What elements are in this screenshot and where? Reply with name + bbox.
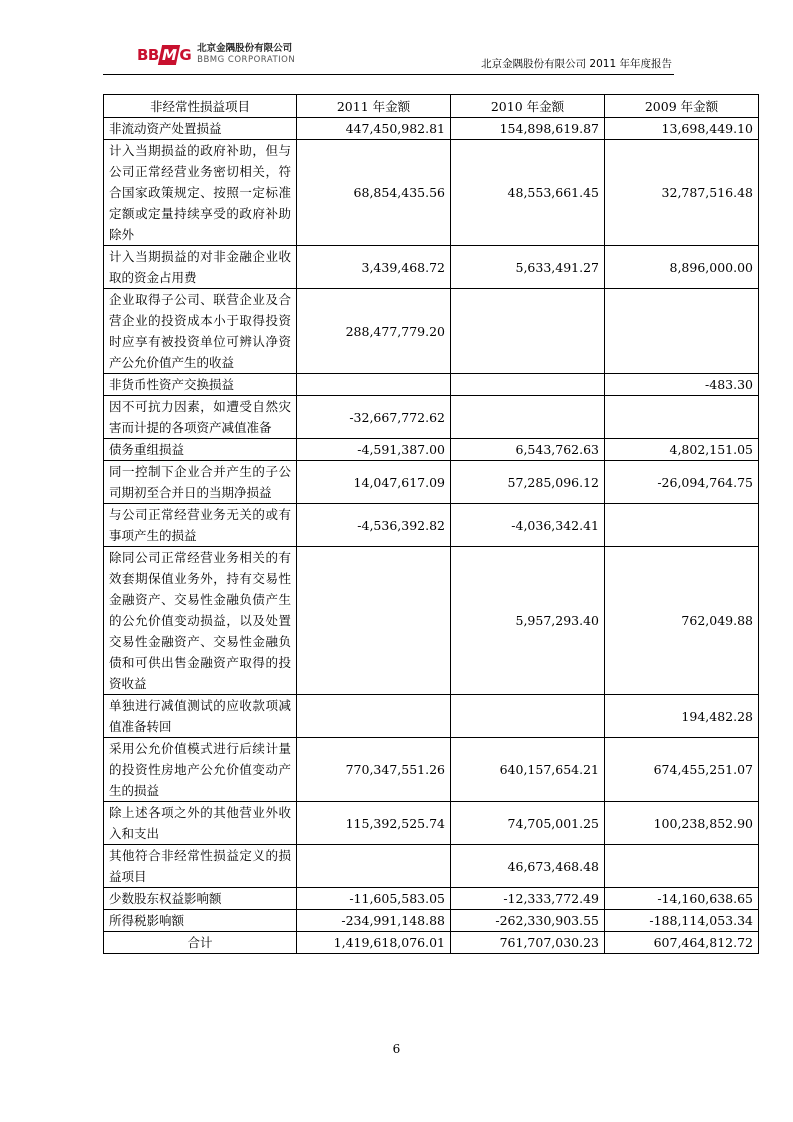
amount-2009-cell: 13,698,449.10 (605, 118, 759, 140)
amount-2009-cell: 194,482.28 (605, 695, 759, 738)
item-name-cell: 少数股东权益影响额 (104, 888, 297, 910)
amount-2009-cell: -26,094,764.75 (605, 461, 759, 504)
table-row (104, 439, 759, 461)
amount-2011-cell: -11,605,583.05 (297, 888, 451, 910)
amount-2011-cell: 68,854,435.56 (297, 140, 451, 246)
table-row (104, 374, 759, 396)
table-row (104, 888, 759, 910)
amount-2010-cell: 5,957,293.40 (451, 547, 605, 695)
table-row (104, 802, 759, 845)
amount-2011-cell: 14,047,617.09 (297, 461, 451, 504)
amount-2011-cell: 288,477,779.20 (297, 289, 451, 374)
item-name-cell: 除上述各项之外的其他营业外收入和支出 (104, 802, 297, 845)
amount-2009-cell (605, 845, 759, 888)
amount-2010-cell (451, 396, 605, 439)
amount-2011-cell: 447,450,982.81 (297, 118, 451, 140)
item-name-cell: 与公司正常经营业务无关的或有事项产生的损益 (104, 504, 297, 547)
table-row (104, 140, 759, 246)
amount-2011-cell (297, 547, 451, 695)
table-row (104, 289, 759, 374)
company-name-en: BBMG CORPORATION (197, 55, 296, 65)
item-name-cell: 计入当期损益的政府补助，但与公司正常经营业务密切相关，符合国家政策规定、按照一定标准定额或定量持续享受的政府补助除外 (104, 140, 297, 246)
amount-2009-cell: 674,455,251.07 (605, 738, 759, 802)
amount-2009-cell (605, 289, 759, 374)
amount-2009-cell: -14,160,638.65 (605, 888, 759, 910)
amount-2009-cell: -483.30 (605, 374, 759, 396)
item-name-cell: 非货币性资产交换损益 (104, 374, 297, 396)
amount-2010-cell: 46,673,468.48 (451, 845, 605, 888)
table-row (104, 396, 759, 439)
table-row (104, 118, 759, 140)
table-total-row (104, 932, 759, 954)
amount-2009-cell: 762,049.88 (605, 547, 759, 695)
item-name-cell: 计入当期损益的对非金融企业收取的资金占用费 (104, 246, 297, 289)
column-header-2011: 2011 年金额 (297, 95, 451, 118)
table-row (104, 547, 759, 695)
amount-2010-cell: 640,157,654.21 (451, 738, 605, 802)
column-header-item: 非经常性损益项目 (104, 95, 297, 118)
table-row (104, 246, 759, 289)
table-row (104, 461, 759, 504)
amount-2010-cell (451, 695, 605, 738)
amount-2010-cell: 57,285,096.12 (451, 461, 605, 504)
column-header-2010: 2010 年金额 (451, 95, 605, 118)
amount-2010-cell (451, 374, 605, 396)
page-header (103, 42, 674, 75)
table-row (104, 845, 759, 888)
amount-2011-cell (297, 374, 451, 396)
amount-2011-cell: -4,536,392.82 (297, 504, 451, 547)
column-header-2009: 2009 年金额 (605, 95, 759, 118)
item-name-cell: 非流动资产处置损益 (104, 118, 297, 140)
table-row (104, 910, 759, 932)
amount-2010-cell: 48,553,661.45 (451, 140, 605, 246)
amount-2010-cell: 6,543,762.63 (451, 439, 605, 461)
amount-2011-cell: 1,419,618,076.01 (297, 932, 451, 954)
amount-2011-cell (297, 845, 451, 888)
company-name-cn: 北京金隅股份有限公司 (197, 43, 293, 54)
amount-2011-cell: 115,392,525.74 (297, 802, 451, 845)
item-name-cell: 债务重组损益 (104, 439, 297, 461)
table-row (104, 695, 759, 738)
item-name-cell: 合计 (104, 932, 297, 954)
item-name-cell: 因不可抗力因素，如遭受自然灾害而计提的各项资产减值准备 (104, 396, 297, 439)
item-name-cell: 其他符合非经常性损益定义的损益项目 (104, 845, 297, 888)
logo-mark: BBMG (137, 45, 192, 64)
amount-2010-cell: 154,898,619.87 (451, 118, 605, 140)
item-name-cell: 单独进行减值测试的应收款项减值准备转回 (104, 695, 297, 738)
amount-2011-cell (297, 695, 451, 738)
page-number: 6 (392, 1042, 401, 1056)
report-title: 北京金隅股份有限公司 2011 年年度报告 (481, 58, 672, 70)
amount-2011-cell: 3,439,468.72 (297, 246, 451, 289)
amount-2010-cell: 74,705,001.25 (451, 802, 605, 845)
amount-2009-cell: 100,238,852.90 (605, 802, 759, 845)
amount-2011-cell: -32,667,772.62 (297, 396, 451, 439)
item-name-cell: 所得税影响额 (104, 910, 297, 932)
amount-2009-cell: -188,114,053.34 (605, 910, 759, 932)
amount-2009-cell: 607,464,812.72 (605, 932, 759, 954)
item-name-cell: 同一控制下企业合并产生的子公司期初至合并日的当期净损益 (104, 461, 297, 504)
amount-2010-cell: -262,330,903.55 (451, 910, 605, 932)
table-row (104, 504, 759, 547)
amount-2011-cell: -4,591,387.00 (297, 439, 451, 461)
item-name-cell: 采用公允价值模式进行后续计量的投资性房地产公允价值变动产生的损益 (104, 738, 297, 802)
item-name-cell: 企业取得子公司、联营企业及合营企业的投资成本小于取得投资时应享有被投资单位可辨认净资产公允价值产生的收益 (104, 289, 297, 374)
bbmg-logo (137, 43, 295, 66)
amount-2009-cell (605, 504, 759, 547)
amount-2011-cell: -234,991,148.88 (297, 910, 451, 932)
amount-2010-cell (451, 289, 605, 374)
amount-2010-cell: 5,633,491.27 (451, 246, 605, 289)
amount-2011-cell: 770,347,551.26 (297, 738, 451, 802)
non-recurring-gains-table (103, 94, 759, 954)
amount-2009-cell: 32,787,516.48 (605, 140, 759, 246)
amount-2010-cell: -4,036,342.41 (451, 504, 605, 547)
amount-2010-cell: -12,333,772.49 (451, 888, 605, 910)
item-name-cell: 除同公司正常经营业务相关的有效套期保值业务外，持有交易性金融资产、交易性金融负债产生的公允价值变动损益，以及处置交易性金融资产、交易性金融负债和可供出售金融资产取得的投资收益 (104, 547, 297, 695)
amount-2010-cell: 761,707,030.23 (451, 932, 605, 954)
amount-2009-cell (605, 396, 759, 439)
table-row (104, 738, 759, 802)
amount-2009-cell: 8,896,000.00 (605, 246, 759, 289)
table-header-row (104, 95, 759, 118)
amount-2009-cell: 4,802,151.05 (605, 439, 759, 461)
